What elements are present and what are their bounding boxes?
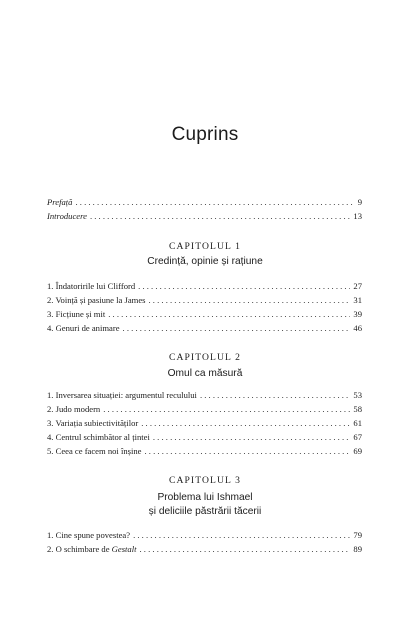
dot-leader (141, 417, 350, 430)
entry-label-italic: Gestalt (111, 544, 137, 554)
chapter-3-label: CAPITOLUL 3 (168, 475, 242, 486)
entry-page-number: 61 (353, 418, 362, 428)
toc-entry[interactable] (47, 308, 362, 321)
toc-entry[interactable] (47, 417, 362, 430)
chapter-1-label: CAPITOLUL 1 (168, 241, 242, 252)
entry-label: 1. Inversarea situației: argumentul reculului (47, 390, 197, 400)
dot-leader (145, 445, 351, 458)
entry-page-number: 69 (353, 446, 362, 456)
dot-leader (75, 196, 354, 209)
toc-entry[interactable] (47, 445, 362, 458)
entry-page-number: 39 (353, 309, 362, 319)
entry-label: 3. Ficțiune și mit (47, 309, 106, 319)
toc-entry[interactable] (47, 403, 362, 416)
toc-entry-preface[interactable] (47, 196, 362, 209)
entry-page-number: 46 (353, 323, 362, 333)
toc-entry[interactable] (47, 280, 362, 293)
dot-leader (133, 529, 350, 542)
entry-page-number: 9 (357, 197, 362, 207)
entry-label: 1. Îndatoririle lui Clifford (47, 281, 136, 291)
entry-label: 4. Centrul schimbător al țintei (47, 432, 150, 442)
dot-leader (140, 543, 351, 556)
entry-page-number: 53 (353, 390, 362, 400)
chapter-1-title: Credință, opinie și rațiune (147, 256, 263, 267)
entry-label: 3. Variația subiectivităților (47, 418, 139, 428)
entry-label: 5. Ceea ce facem noi înșine (47, 446, 142, 456)
toc-entry-introduction[interactable] (47, 210, 362, 223)
entry-label: Introducere (47, 211, 87, 221)
entry-label: 2. Voință și pasiune la James (47, 295, 146, 305)
chapter-2-title: Omul ca măsură (167, 368, 243, 379)
toc-entry[interactable] (47, 529, 362, 542)
entry-page-number: 79 (353, 530, 362, 540)
entry-page-number: 27 (353, 281, 362, 291)
entry-label: 4. Genuri de animare (47, 323, 120, 333)
entry-label: 1. Cine spune povestea? (47, 530, 131, 540)
entry-label: 2. Judo modern (47, 404, 101, 414)
entry-page-number: 13 (353, 211, 362, 221)
dot-leader (90, 210, 350, 223)
toc-entry[interactable] (47, 543, 362, 556)
toc-entry[interactable] (47, 389, 362, 402)
toc-entry[interactable] (47, 322, 362, 335)
dot-leader (149, 294, 351, 307)
dot-leader (200, 389, 350, 402)
entry-page-number: 67 (353, 432, 362, 442)
entry-page-number: 31 (353, 295, 362, 305)
entry-label (47, 543, 137, 556)
dot-leader (123, 322, 351, 335)
chapter-3-title-line-2: și deliciile păstrării tăcerii (148, 506, 262, 517)
entry-label-prefix: 2. O schimbare de (47, 544, 112, 554)
dot-leader (108, 308, 350, 321)
entry-page-number: 89 (353, 544, 362, 554)
chapter-3-title-line-1: Problema lui Ishmael (157, 492, 253, 503)
page-title: Cuprins (171, 124, 239, 145)
toc-entry[interactable] (47, 294, 362, 307)
chapter-2-label: CAPITOLUL 2 (168, 352, 242, 363)
entry-page-number: 58 (353, 404, 362, 414)
dot-leader (153, 431, 351, 444)
entry-label: Prefață (47, 197, 73, 207)
dot-leader (138, 280, 350, 293)
dot-leader (103, 403, 350, 416)
toc-entry[interactable] (47, 431, 362, 444)
